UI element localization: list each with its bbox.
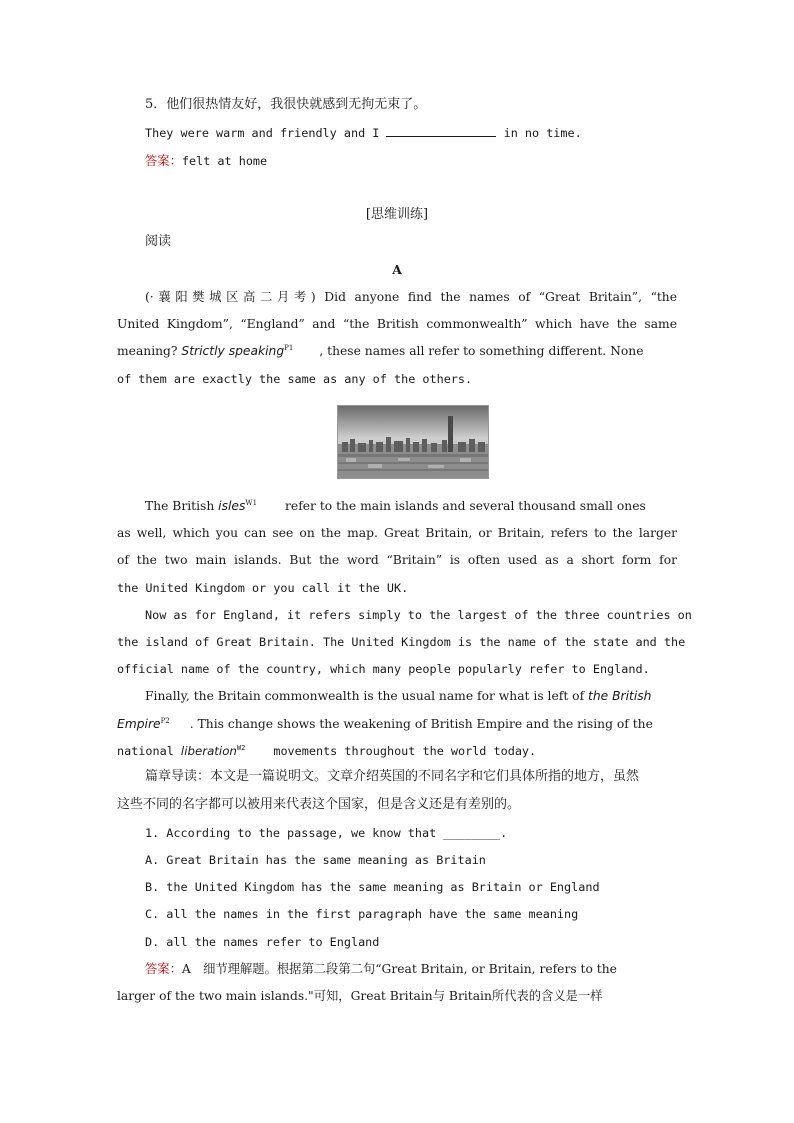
para2-line-3: official name of the country, which many people popularly refer to England.	[117, 662, 650, 676]
question1-stem: 1. According to the passage, we know that ________.	[145, 826, 508, 840]
para3-footnote-mark-2: W2	[236, 744, 246, 753]
para3-line-3-end: movements throughout the world today.	[273, 744, 537, 758]
para1-line-4: the United Kingdom or you call it the UK.	[117, 581, 409, 595]
passage-letter: A	[392, 262, 402, 277]
intro-line-4: of them are exactly the same as any of the others.	[117, 372, 473, 386]
para1-line-1-start: The British	[145, 499, 219, 513]
guide-line-2: 这些不同的名字都可以被用来代表这个国家，但是含义还是有差别的。	[117, 797, 521, 812]
para3-line-3-start: national	[117, 744, 181, 758]
q5-sentence	[145, 125, 677, 141]
question1-option-a: A. Great Britain has the same meaning as Britain	[145, 853, 486, 867]
question1-option-d: D. all the names refer to England	[145, 935, 380, 949]
para2-line-2: the island of Great Britain. The United Kingdom is the name of the state and the	[117, 635, 686, 649]
guide-line-1: 篇章导读：本文是一篇说明文。文章介绍英国的不同名字和它们具体所指的地方，虽然	[145, 769, 640, 784]
intro-line-3-end: , these names all refer to something different. None	[319, 344, 644, 358]
para1-line-1	[145, 498, 677, 514]
question1-option-b: B. the United Kingdom has the same meaning as Britain or England	[145, 880, 600, 894]
section-title: [思维训练]	[365, 207, 429, 222]
intro-line-2: United Kingdom”, “England” and “the British commonwealth” which have the same	[117, 317, 677, 331]
para3-footnote-mark-1: P2	[160, 716, 170, 725]
question1-option-c: C. all the names in the first paragraph have the same meaning	[145, 907, 579, 921]
q5-blank	[386, 126, 496, 137]
para3-highlight-term-2: Empire	[117, 717, 161, 731]
para3-line-1	[145, 688, 677, 704]
city-skyline-photo	[337, 405, 489, 479]
para3-line-1-start: Finally, the Britain commonwealth is the usual name for what is left of	[145, 689, 589, 703]
q5-sentence-start: They were warm and friendly and I	[145, 126, 387, 140]
para3-line-2-end: . This change shows the weakening of British Empire and the rising of the	[189, 717, 653, 731]
para1-line-2: as well, which you can see on the map. Great Britain, or Britain, refers to the larger	[117, 526, 677, 540]
intro-footnote-mark: P1	[284, 343, 294, 352]
q5-sentence-end: in no time.	[496, 126, 582, 140]
para3-highlight-term-3: liberation	[180, 744, 237, 758]
para1-highlight-term: isles	[218, 499, 246, 513]
q5-answer-label: 答案：	[145, 154, 182, 168]
question1-answer-label: 答案：	[145, 962, 182, 976]
para1-footnote-mark: W1	[245, 498, 258, 507]
para3-highlight-term-1: the British	[588, 689, 652, 703]
para1-line-1-end: refer to the main islands and several thousand small ones	[285, 499, 646, 513]
para3-line-3	[117, 743, 677, 759]
question1-answer-line-1	[145, 961, 677, 977]
para3-line-2	[117, 716, 677, 732]
q5-answer-text: felt at home	[181, 154, 268, 168]
para1-line-3: of the two main islands. But the word “Britain” is often used as a short form for	[117, 553, 677, 567]
para2-line-1: Now as for England, it refers simply to the largest of the three countries on	[145, 608, 692, 622]
q5-answer	[145, 153, 677, 169]
question1-answer-explanation-1: A 细节理解题。根据第二段第二句“Great Britain, or Britain, refers to the	[181, 962, 617, 976]
intro-line-3	[117, 343, 677, 359]
intro-line-1: (·襄阳樊城区高二月考) Did anyone find the names of “Great Britain”, “the	[145, 290, 677, 304]
reading-label: 阅读	[145, 234, 172, 249]
intro-line-3-start: meaning?	[117, 344, 182, 358]
question1-answer-line-2: larger of the two main islands."可知，Great Britain与 Britain所代表的含义是一样	[117, 989, 603, 1003]
intro-highlight-term: Strictly speaking	[181, 344, 285, 358]
q5-chinese-prompt: 5．他们很热情友好，我很快就感到无拘无束了。	[145, 97, 427, 112]
